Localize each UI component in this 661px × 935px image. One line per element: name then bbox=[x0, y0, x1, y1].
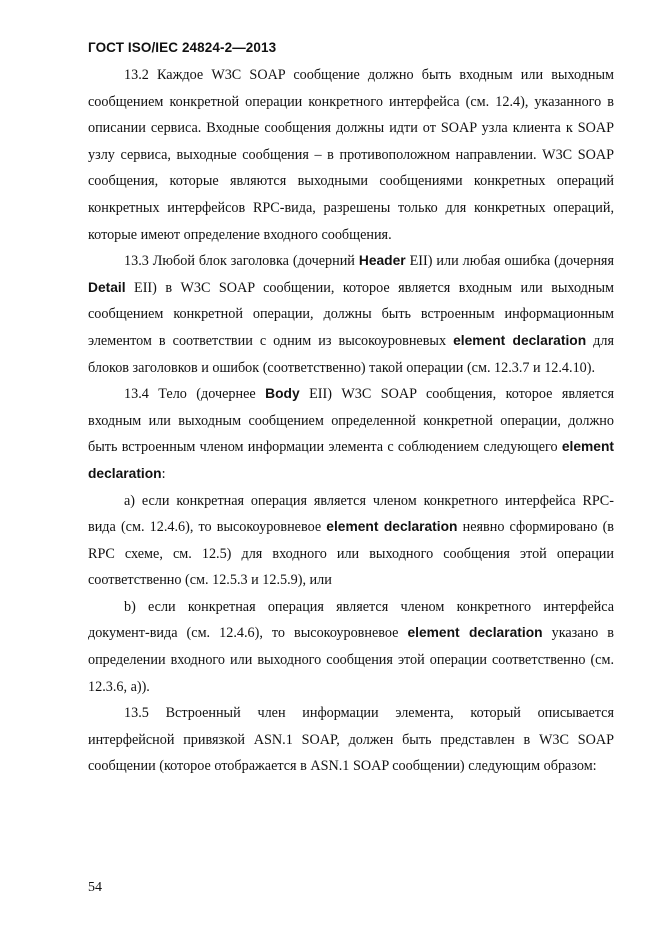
list-item-b bbox=[88, 594, 614, 700]
keyword-body: Body bbox=[265, 386, 300, 402]
text-span: EII) в W3C SOAP сообщении, которое является входным или выходным сообщением конкретной операции, должны быть встроенным информационным элементом в соответствии с одним из высокоуровневых bbox=[88, 279, 614, 349]
text-span: EII) или любая ошибка (дочерняя bbox=[405, 253, 614, 270]
keyword-element-declaration: element declaration bbox=[88, 439, 614, 481]
text-span: 13.4 Тело (дочернее bbox=[124, 386, 266, 403]
document-body bbox=[88, 62, 614, 780]
paragraph-13-4 bbox=[88, 381, 614, 487]
text-span: неявно сформировано (в RPC схеме, см. 12.5) для входного или выходного сообщения этой операции соответственно (см. 12.5.3 и 12.5.9), или bbox=[88, 519, 614, 589]
text-span: a) если конкретная операция является членом конкретного интерфейса RPC-вида (см. 12.4.6), то высокоуровневое bbox=[88, 492, 614, 536]
text-span: EII) W3C SOAP сообщения, которое является входным или выходным сообщением определенной конкретной операции, должно быть встроенным членом информации элемента с соблюдением следующего bbox=[88, 386, 614, 456]
paragraph-13-2: 13.2 Каждое W3C SOAP сообщение должно быть входным или выходным сообщением конкретной операции конкретного интерфейса (см. 12.4), указанного в описании сервиса. Входные сообщения должны идти от SOAP узла клиента к SOAP узлу сервиса, выходные сообщения – в противоположном направлении. W3C SOAP сообщения, которые являются выходными сообщениями конкретных операций конкретных интерфейсов RPC-вида, разрешены только для конкретных операций, которые имеют определение входного сообщения. bbox=[88, 67, 614, 243]
keyword-element-declaration: element declaration bbox=[407, 625, 543, 641]
text-span: указано в определении входного или выходного сообщения этой операции соответственно (см. 12.3.6, a)). bbox=[88, 625, 614, 695]
paragraph-13-5: 13.5 Встроенный член информации элемента, который описывается интерфейсной привязкой ASN.1 SOAP, должен быть представлен в W3C SOAP сообщении (которое отображается в ASN.1 SOAP сообщении) следующим образом: bbox=[88, 705, 614, 775]
text-span: 13.3 Любой блок заголовка (дочерний bbox=[124, 253, 359, 270]
text-span: : bbox=[161, 465, 166, 482]
keyword-detail: Detail bbox=[88, 279, 126, 295]
text-span: b) если конкретная операция является членом конкретного интерфейса документ-вида (см. 12.4.6), то высокоуровневое bbox=[88, 598, 614, 642]
keyword-element-declaration: element declaration bbox=[326, 519, 458, 535]
page-number: 54 bbox=[88, 880, 102, 895]
keyword-element-declaration: element declaration bbox=[453, 332, 587, 348]
paragraph-13-3 bbox=[88, 248, 614, 381]
document-header: ГОСТ ISO/IEC 24824-2—2013 bbox=[88, 40, 277, 55]
list-item-a bbox=[88, 488, 614, 594]
text-span: для блоков заголовков и ошибок (соответственно) такой операции (см. 12.3.7 и 12.4.10). bbox=[88, 332, 615, 376]
keyword-header: Header bbox=[358, 253, 406, 269]
